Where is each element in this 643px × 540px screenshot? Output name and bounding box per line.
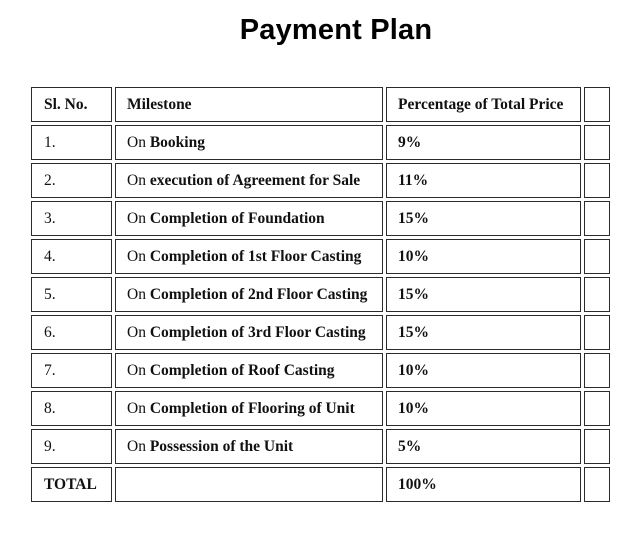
row-empty-cell — [584, 391, 610, 426]
row-percentage: 15% — [386, 277, 581, 312]
milestone-text: Completion of 1st Floor Casting — [149, 248, 362, 265]
table-row — [31, 163, 610, 198]
milestone-text: Completion of 3rd Floor Casting — [149, 324, 366, 341]
header-percentage: Percentage of Total Price — [386, 87, 581, 122]
milestone-text: execution of Agreement for Sale — [149, 172, 361, 189]
milestone-prefix: On — [127, 438, 150, 455]
milestone-prefix: On — [127, 248, 150, 265]
table-row — [31, 125, 610, 160]
row-milestone — [115, 201, 383, 236]
table-row — [31, 201, 610, 236]
milestone-prefix: On — [127, 286, 150, 303]
row-sl-no: 5. — [31, 277, 112, 312]
row-percentage: 10% — [386, 391, 581, 426]
total-label: TOTAL — [31, 467, 112, 502]
row-percentage: 15% — [386, 201, 581, 236]
row-sl-no: 6. — [31, 315, 112, 350]
total-milestone — [115, 467, 383, 502]
header-milestone: Milestone — [115, 87, 383, 122]
milestone-prefix: On — [127, 172, 150, 189]
milestone-text: Completion of 2nd Floor Casting — [149, 286, 368, 303]
row-sl-no: 1. — [31, 125, 112, 160]
row-empty-cell — [584, 315, 610, 350]
table-row — [31, 277, 610, 312]
page-title: Payment Plan — [239, 14, 433, 46]
row-sl-no: 4. — [31, 239, 112, 274]
milestone-text: Possession of the Unit — [149, 438, 294, 455]
milestone-text: Completion of Roof Casting — [149, 362, 335, 379]
row-sl-no: 2. — [31, 163, 112, 198]
row-empty-cell — [584, 239, 610, 274]
payment-plan-table — [31, 87, 610, 505]
row-percentage: 5% — [386, 429, 581, 464]
row-empty-cell — [584, 201, 610, 236]
row-milestone — [115, 429, 383, 464]
milestone-prefix: On — [127, 362, 150, 379]
row-empty-cell — [584, 125, 610, 160]
row-empty-cell — [584, 353, 610, 388]
table-row — [31, 391, 610, 426]
milestone-prefix: On — [127, 210, 150, 227]
header-sl-no: Sl. No. — [31, 87, 112, 122]
table-header-row — [31, 87, 610, 122]
milestone-prefix: On — [127, 400, 150, 417]
row-empty-cell — [584, 277, 610, 312]
total-percentage: 100% — [386, 467, 581, 502]
row-percentage: 9% — [386, 125, 581, 160]
row-milestone — [115, 239, 383, 274]
row-sl-no: 3. — [31, 201, 112, 236]
row-empty-cell — [584, 163, 610, 198]
table-row — [31, 315, 610, 350]
table-row — [31, 239, 610, 274]
row-sl-no: 7. — [31, 353, 112, 388]
row-percentage: 10% — [386, 353, 581, 388]
header-empty-cell — [584, 87, 610, 122]
row-milestone — [115, 353, 383, 388]
table-row — [31, 429, 610, 464]
table-total-row — [31, 467, 610, 502]
table-row — [31, 353, 610, 388]
row-milestone — [115, 315, 383, 350]
milestone-prefix: On — [127, 324, 150, 341]
row-percentage: 15% — [386, 315, 581, 350]
row-empty-cell — [584, 429, 610, 464]
milestone-prefix: On — [127, 134, 150, 151]
row-percentage: 11% — [386, 163, 581, 198]
row-milestone — [115, 163, 383, 198]
row-milestone — [115, 277, 383, 312]
row-empty-cell — [584, 467, 610, 502]
milestone-text: Completion of Foundation — [149, 210, 325, 227]
row-sl-no: 8. — [31, 391, 112, 426]
row-milestone — [115, 391, 383, 426]
row-milestone — [115, 125, 383, 160]
row-sl-no: 9. — [31, 429, 112, 464]
milestone-text: Completion of Flooring of Unit — [149, 400, 355, 417]
row-percentage: 10% — [386, 239, 581, 274]
milestone-text: Booking — [149, 134, 205, 151]
